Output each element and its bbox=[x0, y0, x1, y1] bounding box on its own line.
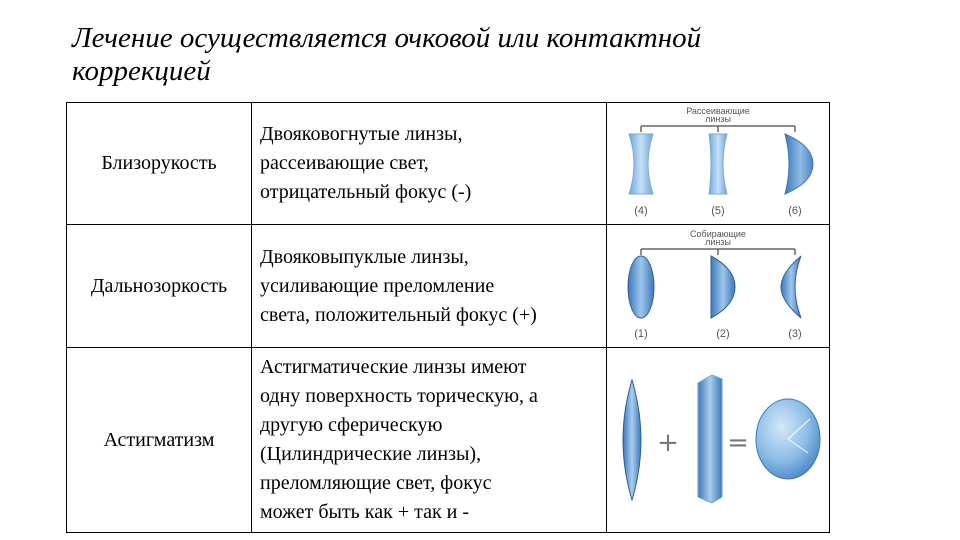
lens-label: (3) bbox=[788, 327, 802, 340]
description-line: Двояковогнутые линзы, bbox=[260, 123, 463, 145]
description-line: одну поверхность торическую, а bbox=[260, 385, 538, 407]
spherical-lens-shape bbox=[623, 380, 641, 500]
description-line: преломляющие свет, фокус bbox=[260, 472, 492, 494]
converging-lenses-diagram bbox=[613, 229, 823, 344]
description-line: рассеивающие свет, bbox=[260, 152, 429, 174]
description-line: другую сферическую bbox=[260, 414, 443, 436]
figure-header-line-1: Рассеивающие bbox=[686, 106, 750, 116]
description-line: Астигматические линзы имеют bbox=[260, 356, 527, 378]
description-cell bbox=[252, 103, 607, 225]
astigmatic-lens-figure bbox=[607, 348, 830, 533]
figure-header-line-1: Собирающие bbox=[690, 228, 746, 239]
condition-cell: Астигматизм bbox=[67, 348, 252, 533]
description-line: Двояковыпуклые линзы, bbox=[260, 245, 469, 268]
figure-header-line-2: линзы bbox=[705, 114, 731, 124]
plano-convex-lens-shape bbox=[711, 256, 735, 318]
astigmatic-lens-diagram bbox=[612, 365, 824, 515]
table-row-myopia bbox=[67, 103, 830, 225]
description-line: отрицательный фокус (-) bbox=[260, 181, 472, 203]
lens-label: (2) bbox=[716, 327, 730, 340]
slide-title-line-1: Лечение осуществляется очковой или контактной bbox=[72, 22, 702, 54]
equals-sign: = bbox=[727, 428, 749, 458]
lens-label: (1) bbox=[634, 327, 648, 340]
description-cell bbox=[252, 225, 607, 348]
converging-meniscus-lens-shape bbox=[781, 256, 801, 318]
lens-correction-table bbox=[66, 102, 830, 533]
lens-label: (4) bbox=[634, 205, 648, 217]
table-row-astigmatism bbox=[67, 348, 830, 533]
converging-lenses-figure bbox=[607, 225, 830, 348]
meniscus-lens-shape bbox=[785, 134, 813, 194]
slide-title-line-2: коррекцией bbox=[72, 55, 211, 87]
biconvex-lens-shape bbox=[628, 256, 654, 318]
description-line: света, положительный фокус (+) bbox=[260, 303, 537, 326]
description-line: (Цилиндрические линзы), bbox=[260, 443, 482, 465]
biconcave-lens-shape bbox=[629, 134, 653, 194]
description-line: усиливающие преломление bbox=[260, 274, 495, 297]
lens-label: (5) bbox=[711, 205, 725, 217]
lens-label: (6) bbox=[788, 205, 802, 217]
plano-concave-lens-shape bbox=[709, 134, 727, 194]
figure-header-line-2: линзы bbox=[705, 236, 731, 247]
condition-cell: Близорукость bbox=[67, 103, 252, 225]
plus-sign: + bbox=[657, 428, 679, 458]
description-line: может быть как + так и - bbox=[260, 501, 470, 523]
table-row-hyperopia bbox=[67, 225, 830, 348]
slide-title bbox=[72, 22, 892, 88]
cylindrical-lens-shape bbox=[698, 375, 722, 503]
description-cell bbox=[252, 348, 607, 533]
condition-cell: Дальнозоркость bbox=[67, 225, 252, 348]
diverging-lenses-diagram bbox=[613, 106, 823, 221]
diverging-lenses-figure bbox=[607, 103, 830, 225]
